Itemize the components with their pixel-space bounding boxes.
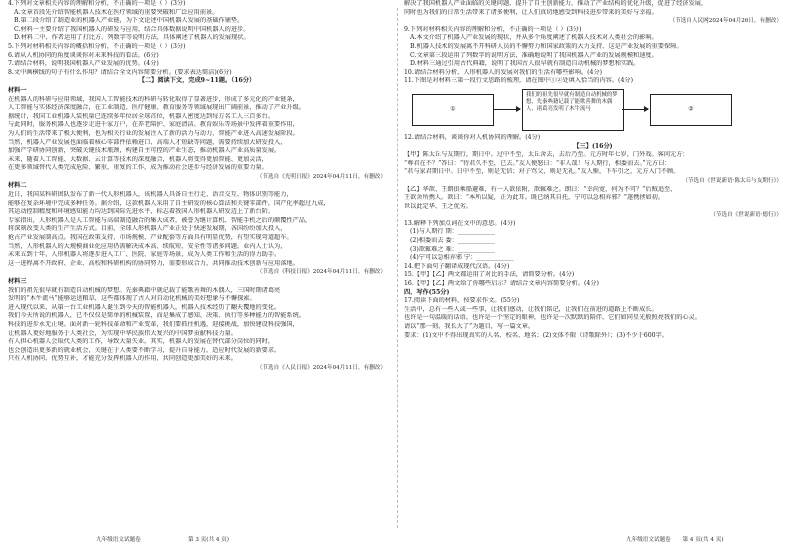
paragraph-line: 我们的祖先很早就有制造自动机械的梦想。先秦典籍中就记载了能歌善舞的木偶人，三国时期诸葛亮 [8,286,281,294]
paragraph-line: 与此同时，服务机器人也逐步走进千家万户，在养老陪护、家庭清洁、教育娱乐等场景中发挥着重要作用， [8,121,299,129]
paragraph-line: 这一进程离不开政府、企业、高校和科研机构的协同努力，需要形成合力，共同推动技术创新与应用落地。 [8,259,299,267]
paragraph-line: 要求：(1)文中不得出现真实的人名、校名、地名；(2)文体不限（诗歌除外）；(3)不少于600字。 [404,331,668,339]
paragraph-line: 也许是一句温暖的话语，也许是一个坚定的眼神，也许是一次默默的陪伴，它们如同星光般照亮我们的心灵。 [404,314,701,322]
paragraph-line: 未来五到十年，人形机器人将逐步进入工厂、医院、家庭等场景，成为人类工作和生活的得力助手。 [8,251,281,259]
option-line: A.本文介绍了机器人产业发展的现状，并从多个角度阐述了机器人技术对人类社会的影响。 [410,34,658,42]
option-line: B.机器人技术的发展离不开科研人员的不懈努力和国家政策的大力支持，这是产业发展的重要保障。 [410,42,683,50]
footer-label: 九年级语文试题卷 [626,537,671,543]
section-heading: 四、写作(55分) [404,288,450,296]
question-13: 13.解释下列加点词在文中的意思。(4分) [404,219,516,227]
paragraph-line: 近日，我国某科研团队发布了新一代人形机器人，该机器人具备自主行走、语音交互、物体识别等能力， [8,191,293,199]
flow-box-2-label: ② [688,105,694,113]
answer-blank[interactable]: (3)歆辄难之 难：____________ [410,245,495,253]
text-jia [404,151,782,185]
paragraph-line: 为人们的生活带来了极大便利，也为相关行业的发展注入了新的活力与动力，智能产业进入高速发展阶段。 [8,129,299,137]
paragraph-line: 世以此定华、王之优劣。 [404,202,473,210]
question-line: 4.下列对文章相关内容的理解和分析，不正确的一项是（ ）(3分) [8,0,186,7]
material-one-body [8,96,386,173]
source-citation: （节选自《世说新语·陈太丘与友期行》） [682,177,782,184]
question-17: 17.阅读下面的材料，按要求作文。(55分) [404,297,520,305]
page-divider [397,8,398,528]
footer-page: 第 4 页(共 4 页) [682,537,724,543]
footer-page-left: 第 3 页(共 4 页) [188,537,229,543]
material-three-body [8,287,386,364]
paragraph-line: 科技的进步永无止境。面对新一轮科技革命和产业变革，我们要抓住机遇，迎接挑战，加快建设科技强国， [8,320,299,328]
source-citation: （节选自《人民日报》2024年04月11日，有删改） [256,364,386,371]
material-title: 材料三 [8,278,27,285]
question-16: 16.【甲】【乙】两文给了你哪些启示？请结合文章内容简要分析。(4分) [404,280,599,288]
flow-box-2 [650,94,732,126]
paragraph-line: 生活中，总有一些人或一些事，让我们感动，让我们铭记，让我们在前进的道路上不断成长。 [404,305,658,313]
paragraph-line: 发明的“木牛流马”能够运送粮草，这些都体现了古人对自动化机械的美好想象与不懈探索。 [8,295,256,303]
material-title: 材料一 [8,86,27,94]
paragraph-line: 我们今天所说的机器人，已不仅仅是简单的机械装置，而是集成了感知、决策、执行等多种能力的智能系统。 [8,312,305,320]
paragraph-line: 能够在复杂环境中完成多种任务。据介绍，这款机器人采用了自主研发的核心算法和关键零部件，国产化率超过九成， [8,199,330,207]
paragraph-line: 只有人机协同、优势互补，才能充分发挥机器人的作用，共同创造更加美好的未来。 [8,355,237,363]
flow-box-1 [412,94,494,126]
flow-middle-box: 我们的祖先很早就有制造自动机械的梦想，先秦典籍记载了能歌善舞的木偶人，诸葛亮发明了木牛流马 [522,89,624,131]
paragraph-line: “君与家君期日中。日中不至，则是无信；对子骂父，则是无礼。”友人惭，下车引之，元方入门不顾。 [404,168,680,176]
answer-blank[interactable]: (4)宁可以急相弃邪 宁：____________ [410,254,514,262]
text-yi [404,186,782,220]
material-two-body [8,191,386,268]
paragraph-line: 在更多领域替代人类完成危险、繁重、重复的工作，成为推动社会进步与经济发展的重要力量。 [8,164,268,172]
question-15: 15.【甲】【乙】两文都运用了对比的手法，请简要分析。(4分) [404,271,575,279]
source-citation: （节选自《科技日报》2024年04月11日，有删改） [256,269,386,276]
question-10: 10.请结合材料分析，人形机器人的发展对我们的生活有哪些影响。(4分) [404,68,603,76]
question-line: 6.请从人机协同的角度谈谈你对未来科技的看法。(6分) [8,51,159,59]
paragraph-line: 在机器人的科研与应用领域，我国人工智能技术的科研与转化取得了显著进步，形成了多元化的产业链条， [8,95,299,103]
option-line: A.文章首段先介绍智能机器人技术在医疗领域的重要突破和广泛应用前景。 [14,8,219,16]
paragraph-line: “尊君在不？”答曰：“待君久不至，已去。”友人便怒曰：“非人哉！与人期行，相委而去。”元方曰： [404,159,671,167]
question-line: 8.文中画横线的句子有什么作用？请结合全文内容简要分析。(要求表达简洁)(6分) [8,68,232,76]
source-citation: （节选自《世说新语·德行》） [710,212,782,219]
arrow-icon [494,109,520,110]
paragraph-line: 进入现代以来，从第一台工业机器人诞生到今天的智能机器人，机器人技术经历了翻天覆地的变化。 [8,303,281,311]
paragraph-line: 人工智能与实体经济深度融合，在工业制造、医疗健康、教育服务等领域展现出广阔前景，推动了产业升级。 [8,104,305,112]
paragraph-line: 专家指出，人形机器人是人工智能与高端制造融合的集大成者，被誉为继计算机、智能手机之后的颠覆性产品， [8,216,312,224]
option-line: D.材料三通过引用古代典籍，说明了我国古人很早就有制造自动机械的梦想和实践。 [410,60,640,68]
paragraph-line: 其运动控制精度和环境感知能力均达到国际先进水平，标志着我国人形机器人研发迈上了新台阶。 [8,208,275,216]
option-line: C.材料一主要介绍了我国机器人的研发与应用，结合具体数据说明中国机器人的进步。 [14,25,250,33]
flow-diagram [404,88,782,132]
paragraph-line: 【甲】陈太丘与友期行，期日中。过中不至，太丘舍去，去后乃至。元方时年七岁，门外戏。客问元方： [404,151,689,159]
question-line: 7.请结合材料，说明我国机器人产业发展的优势。(4分) [8,60,159,68]
paragraph-line: 有人担心机器人会取代人类的工作，导致大量失业。其实，机器人的发展在替代部分岗位的同时， [8,338,275,346]
flow-box-1-label: ① [450,105,456,113]
paragraph-line: 解决了我国机器人产业面临的关键问题，提升了自主创新能力，推动了产业结构的优化升级，促进了经济发展， [404,0,708,7]
paragraph-line: 让机器人更好地服务于人类社会，为实现中华民族伟大复兴的中国梦贡献科技力量。 [8,329,237,337]
paragraph-line: 当然，机器人产业发展也面临着核心零部件依赖进口、高端人才短缺等问题，需要持续加大研发投入， [8,138,287,146]
section-heading: 【二】阅读下文，完成9~11题。（16分） [138,77,256,85]
arrow-icon [622,109,648,110]
question-line: 5.下列对材料相关内容的概括和分析，不正确的一项是（ ）(3分) [8,42,186,50]
question-12: 12.请结合材料，谈谈你对人机协同的理解。(4分) [404,133,541,141]
option-line: B.第二段介绍了制造业的机器人产业链，为下文论述中国机器人发展的基础作铺垫。 [14,17,244,25]
right-page [404,0,782,549]
source-citation: （节选自人民网2024年04月26日，有删改） [669,18,782,25]
answer-blank[interactable]: (2)相委而去 委：____________ [410,237,495,245]
section-heading: 【三】(16分) [573,142,613,150]
answer-blank[interactable]: (1)与人期行 期：____________ [410,228,495,236]
paragraph-line: 请以“那一刻，我长大了”为题目，写一篇文章。 [404,323,535,330]
question-11: 11.下图是对材料三第一段行文思路的梳理，请在图中①②处填入恰当的内容。(4分) [404,77,633,85]
paragraph-line: 也会创造出更多新的就业机会，关键在于人类要不断学习，提升自身能力，适应时代发展的新要求。 [8,346,281,354]
source-citation: （节选自《光明日报》2024年04月11日，有删改） [256,173,386,180]
paragraph-line: 抢占产业发展制高点。我国在政策支持、市场规模、产业配套等方面具有明显优势，有望实现弯道超车。 [8,234,293,242]
paragraph-line: 同时也为我们的日常生活带来了诸多便利，让人们真切地感受到科技进步带来的美好与幸福。 [404,8,658,16]
paragraph-line: 当然，人形机器人的大规模商业化应用仍需解决成本高、续航短、安全性等诸多问题。业内人士认为， [8,242,287,250]
option-line: D.材料二中，作者运用了打比方、列数字等说明方法，具体阐述了机器人的发展现状。 [14,34,250,42]
paragraph-line: 加强产学研协同创新，突破关键技术瓶颈，构建自主可控的产业生态，推动机器人产业高质量发展。 [8,147,281,155]
left-page [8,0,386,549]
paragraph-line: 未来，随着人工智能、大数据、云计算等技术的深度融合，机器人将变得更加智能、更加灵活， [8,155,268,163]
paragraph-line: 王欲舍所携人。歆曰：“本所以疑，正为此耳。既已纳其自托，宁可以急相弃邪？”遂携拯如初。 [404,194,665,202]
paragraph-line: 据统计，我国工业机器人装机量已连续多年位居全球首位，机器人密度达到每万名工人三百多台。 [8,112,275,120]
material-title: 材料二 [8,182,27,190]
paragraph-line: 将深刻改变人类的生产生活方式。目前，全球人形机器人产业正处于快速发展期，各国纷纷加大投入， [8,225,287,233]
footer-label-right [626,535,724,543]
question-14: 14.把下面句子翻译成现代汉语。(4分) [404,262,510,270]
option-line: C.文章第三段运用了列数字的说明方法，准确地说明了我国机器人产业的发展规模和速度。 [410,51,658,59]
left-top-questions [8,0,386,77]
paragraph-line: 【乙】华歆、王朗俱乘船避难，有一人欲依附，歆辄难之。朗曰：“幸尚宽，何为不可？”后贼追至， [404,185,677,193]
question-9: 9.下列对材料相关内容的理解和分析，不正确的一项是（ ）(3分) [404,25,582,33]
footer-label-left: 九年级语文试题卷 [96,537,141,543]
